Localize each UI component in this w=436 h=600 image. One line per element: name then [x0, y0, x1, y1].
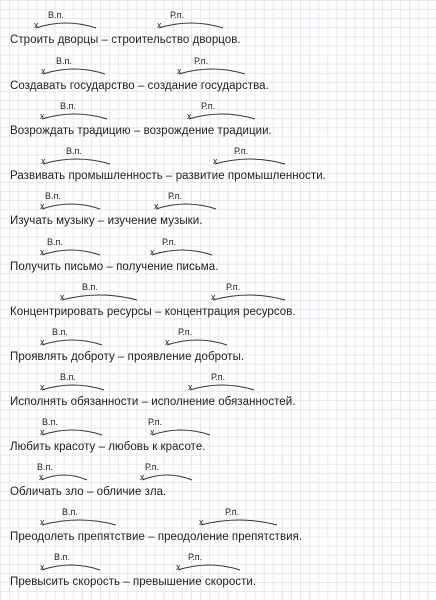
dependency-arc [213, 288, 285, 302]
dependency-arc [42, 333, 102, 347]
dependency-arc [179, 62, 245, 76]
case-label-genitive: Р.п. [148, 417, 163, 427]
x-mark: x [150, 247, 155, 257]
dependency-arc [215, 152, 285, 166]
x-mark: x [40, 247, 45, 257]
phrase-text: Преодолеть препятствие – преодоление препятствия. [10, 531, 303, 543]
dependency-arc [201, 513, 277, 527]
phrase-text: Любить красоту – любовь к красоте. [10, 441, 206, 453]
dependency-arc [43, 62, 105, 76]
exercise-line [0, 10, 436, 55]
exercise-line [0, 372, 436, 417]
case-label-genitive: Р.п. [201, 101, 216, 111]
phrase-text: Превысить скорость – превышение скорости. [10, 576, 257, 588]
case-label-genitive: Р.п. [188, 552, 203, 562]
x-mark: x [157, 20, 162, 30]
phrase-text: Развивать промышленность – развитие промышленности. [10, 170, 326, 182]
case-label-accusative: В.п. [56, 56, 72, 66]
dependency-arc [156, 197, 216, 211]
exercise-line [0, 146, 436, 191]
x-mark: x [40, 337, 45, 347]
exercise-line [0, 282, 436, 327]
dependency-arc [190, 378, 254, 392]
x-mark: x [40, 111, 45, 121]
dependency-arc [42, 197, 100, 211]
dependency-arc [43, 152, 110, 166]
dependency-arc [42, 243, 100, 257]
dependency-arc [41, 468, 87, 482]
phrase-text: Проявлять доброту – проявление доброты. [10, 351, 245, 363]
x-mark: x [41, 66, 46, 76]
case-label-genitive: Р.п. [234, 146, 249, 156]
case-label-accusative: В.п. [52, 327, 68, 337]
x-mark: x [140, 472, 145, 482]
dependency-arc [152, 243, 212, 257]
exercise-line [0, 237, 436, 282]
x-mark: x [40, 201, 45, 211]
phrase-text: Исполнять обязанности – исполнение обязанностей. [10, 396, 296, 408]
case-label-accusative: В.п. [66, 146, 82, 156]
dependency-arc [152, 423, 210, 437]
x-mark: x [34, 20, 39, 30]
phrase-text: Создавать государство – создание государства. [10, 80, 269, 92]
exercise-line [0, 417, 436, 462]
case-label-accusative: В.п. [60, 372, 76, 382]
phrase-text: Концентрировать ресурсы – концентрация ресурсов. [10, 306, 296, 318]
dependency-arc [62, 288, 137, 302]
case-label-accusative: В.п. [60, 101, 76, 111]
case-label-accusative: В.п. [45, 191, 61, 201]
exercise-line [0, 327, 436, 372]
x-mark: x [199, 517, 204, 527]
x-mark: x [176, 562, 181, 572]
x-mark: x [211, 292, 216, 302]
case-label-genitive: Р.п. [168, 191, 183, 201]
x-mark: x [41, 156, 46, 166]
x-mark: x [40, 517, 45, 527]
x-mark: x [60, 292, 65, 302]
phrase-text: Обличать зло – обличие зла. [10, 486, 167, 498]
x-mark: x [40, 427, 45, 437]
x-mark: x [187, 111, 192, 121]
case-label-accusative: В.п. [37, 462, 53, 472]
case-label-genitive: Р.п. [226, 282, 241, 292]
x-mark: x [150, 427, 155, 437]
x-mark: x [40, 562, 45, 572]
x-mark: x [213, 156, 218, 166]
dependency-arc [42, 513, 116, 527]
dependency-arc [42, 423, 102, 437]
x-mark: x [40, 382, 45, 392]
x-mark: x [177, 66, 182, 76]
case-label-genitive: Р.п. [178, 327, 193, 337]
exercise-line [0, 507, 436, 552]
exercise-line [0, 56, 436, 101]
phrase-text: Строить дворцы – строительство дворцов. [10, 34, 241, 46]
dependency-arc [159, 16, 223, 30]
case-label-genitive: Р.п. [194, 56, 209, 66]
dependency-arc [42, 107, 107, 121]
x-mark: x [39, 472, 44, 482]
case-label-accusative: В.п. [47, 237, 63, 247]
phrase-text: Получить письмо – получение письма. [10, 261, 219, 273]
exercise-line [0, 462, 436, 507]
x-mark: x [165, 337, 170, 347]
case-label-accusative: В.п. [62, 507, 78, 517]
dependency-arc [189, 107, 255, 121]
case-label-genitive: Р.п. [162, 237, 177, 247]
exercise-line [0, 552, 436, 597]
case-label-accusative: В.п. [54, 552, 70, 562]
phrase-text: Возрождать традицию – возрождение традиции. [10, 125, 272, 137]
exercise-line [0, 191, 436, 236]
x-mark: x [154, 201, 159, 211]
case-label-genitive: Р.п. [145, 462, 160, 472]
dependency-arc [42, 378, 104, 392]
case-label-accusative: В.п. [48, 10, 64, 20]
case-label-accusative: В.п. [42, 417, 58, 427]
dependency-arc [142, 468, 192, 482]
exercise-line [0, 101, 436, 146]
x-mark: x [188, 382, 193, 392]
phrase-text: Изучать музыку – изучение музыки. [10, 215, 203, 227]
case-label-genitive: Р.п. [211, 372, 226, 382]
dependency-arc [42, 558, 100, 572]
dependency-arc [167, 333, 227, 347]
case-label-accusative: В.п. [82, 282, 98, 292]
dependency-arc [36, 16, 96, 30]
case-label-genitive: Р.п. [225, 507, 240, 517]
dependency-arc [178, 558, 240, 572]
case-label-genitive: Р.п. [170, 10, 185, 20]
